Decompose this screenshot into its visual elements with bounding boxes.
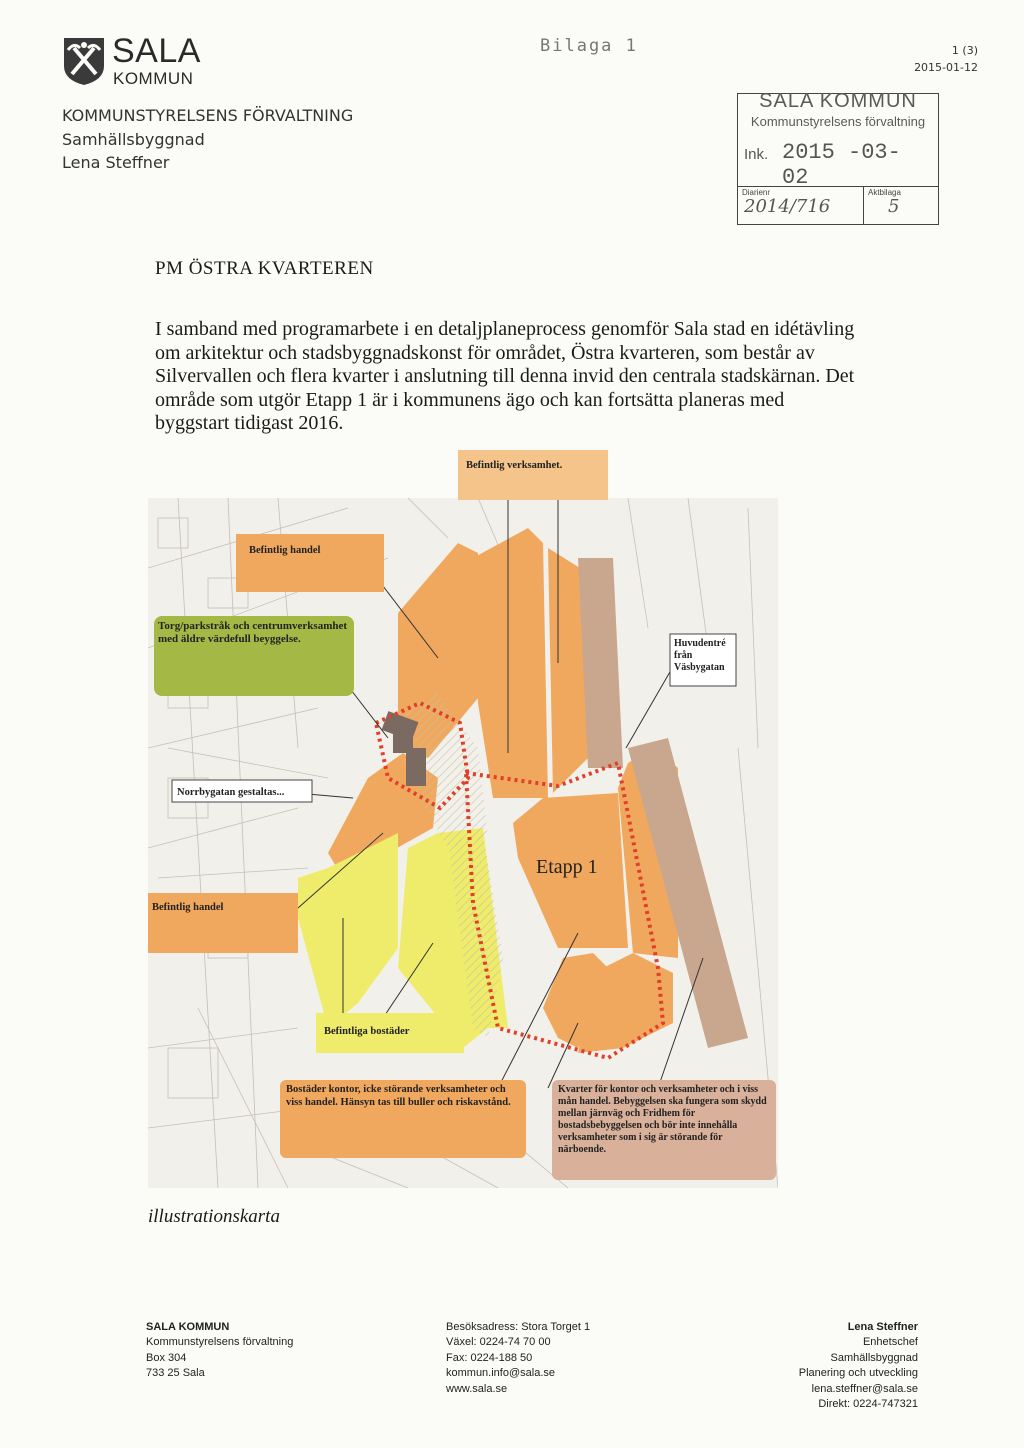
received-stamp — [737, 90, 939, 225]
document-title: PM ÖSTRA KVARTEREN — [155, 258, 374, 279]
org-department: KOMMUNSTYRELSENS FÖRVALTNING — [62, 106, 354, 125]
document-paragraph: I samband med programarbete i en detaljplaneprocess genomför Sala stad en idétävling om arkitektur och stadsbyggnadskonst för området, Östra kvarteren, som består av Silvervallen och flera kvarter i anslutning till denna invid den centrala stadskärnan. Det område som utgör Etapp 1 är i kommunens ägo och kan fortsätta planeras med byggstart tidigast 2016. — [155, 318, 855, 434]
footer-contact-name: Lena Steffner — [847, 1321, 918, 1333]
stamp-diarienr: 2014/716 — [744, 196, 831, 217]
footer-middle — [446, 1320, 590, 1397]
page-info — [914, 42, 978, 76]
stamp-diarienr-label: Diarienr — [742, 188, 771, 197]
page-number: 1 (3) — [951, 44, 978, 57]
label-huvudentre: Huvudentré från Väsbygatan — [674, 638, 726, 673]
map-caption: illustrationskarta — [148, 1206, 280, 1227]
label-torg: Torg/parkstråk och centrumverksamhet med äldre värdefull beyggelse. — [158, 620, 348, 645]
label-box-handel-top — [236, 534, 384, 592]
footer-left-line: Box 304 — [146, 1351, 187, 1364]
stamp-subtitle: Kommunstyrelsens förvaltning — [750, 114, 926, 129]
footer-right — [799, 1320, 918, 1412]
label-verksamhet: Befintlig verksamhet. — [466, 460, 563, 471]
stamp-ink-label: Ink. — [744, 146, 769, 163]
footer-visit-address: Besöksadress: Stora Torget 1 — [446, 1321, 591, 1333]
stamp-aktbilaga: 5 — [888, 196, 900, 217]
footer-contact-unit: Samhällsbyggnad — [830, 1351, 918, 1364]
footer-contact-title: Enhetschef — [862, 1336, 918, 1349]
footer-contact-email[interactable]: lena.steffner@sala.se — [811, 1382, 918, 1395]
stamp-aktbilaga-label: Aktbilaga — [868, 188, 901, 197]
stamp-divider-vertical — [863, 186, 864, 224]
label-kvarter-wrap — [558, 1084, 772, 1178]
footer-left — [146, 1320, 293, 1382]
logo-name: SALA — [112, 32, 201, 70]
label-bostader-kontor: Bostäder kontor, icke störande verksamheter och viss handel. Hänsyn tas till buller och riskavstånd. — [286, 1084, 511, 1108]
footer-left-line: 733 25 Sala — [146, 1367, 205, 1380]
org-unit: Samhällsbyggnad — [62, 130, 205, 149]
footer-contact-phone: Direkt: 0224-747321 — [818, 1398, 918, 1411]
document-date: 2015-01-12 — [914, 61, 978, 74]
footer-website[interactable]: www.sala.se — [446, 1382, 508, 1395]
stamp-title: SALA KOMMUN — [759, 90, 917, 112]
label-handel-top: Befintlig handel — [249, 545, 321, 556]
label-box-verksamhet — [458, 450, 608, 500]
logo-sub: KOMMUN — [113, 69, 194, 88]
footer-email[interactable]: kommun.info@sala.se — [446, 1367, 555, 1380]
building-2 — [406, 748, 426, 786]
footer-left-line: Kommunstyrelsens förvaltning — [146, 1336, 294, 1349]
label-bostader-kontor-wrap — [286, 1084, 522, 1148]
label-bostader: Befintliga bostäder — [324, 1026, 410, 1037]
footer-fax: Fax: 0224-188 50 — [446, 1351, 533, 1364]
label-etapp: Etapp 1 — [536, 856, 598, 878]
illustration-map — [148, 448, 778, 1188]
org-author: Lena Steffner — [62, 153, 170, 172]
footer-contact-dept: Planering och utveckling — [798, 1367, 918, 1380]
footer-phone: Växel: 0224-74 70 00 — [446, 1336, 551, 1349]
stamp-ink-date: 2015 -03- 02 — [782, 140, 901, 190]
stamp-divider — [738, 186, 938, 187]
label-norrbygatan: Norrbygatan gestaltas... — [177, 787, 285, 798]
building-3 — [393, 733, 413, 753]
label-huvudentre-wrap — [674, 638, 734, 686]
label-handel-left: Befintlig handel — [152, 902, 224, 913]
footer-org: SALA KOMMUN — [146, 1321, 230, 1333]
label-kvarter: Kvarter för kontor och verksamheter och i viss mån handel. Bebyggelsen ska fungera som skydd mellan järnväg och Fridhem för bostadsbebyggelsen och bör inte innehålla verksamheter som i sig är störande för närboende. — [558, 1084, 767, 1155]
label-torg-wrap — [158, 620, 348, 690]
sala-kommun-logo — [62, 36, 106, 86]
attachment-label: Bilaga 1 — [540, 36, 638, 56]
